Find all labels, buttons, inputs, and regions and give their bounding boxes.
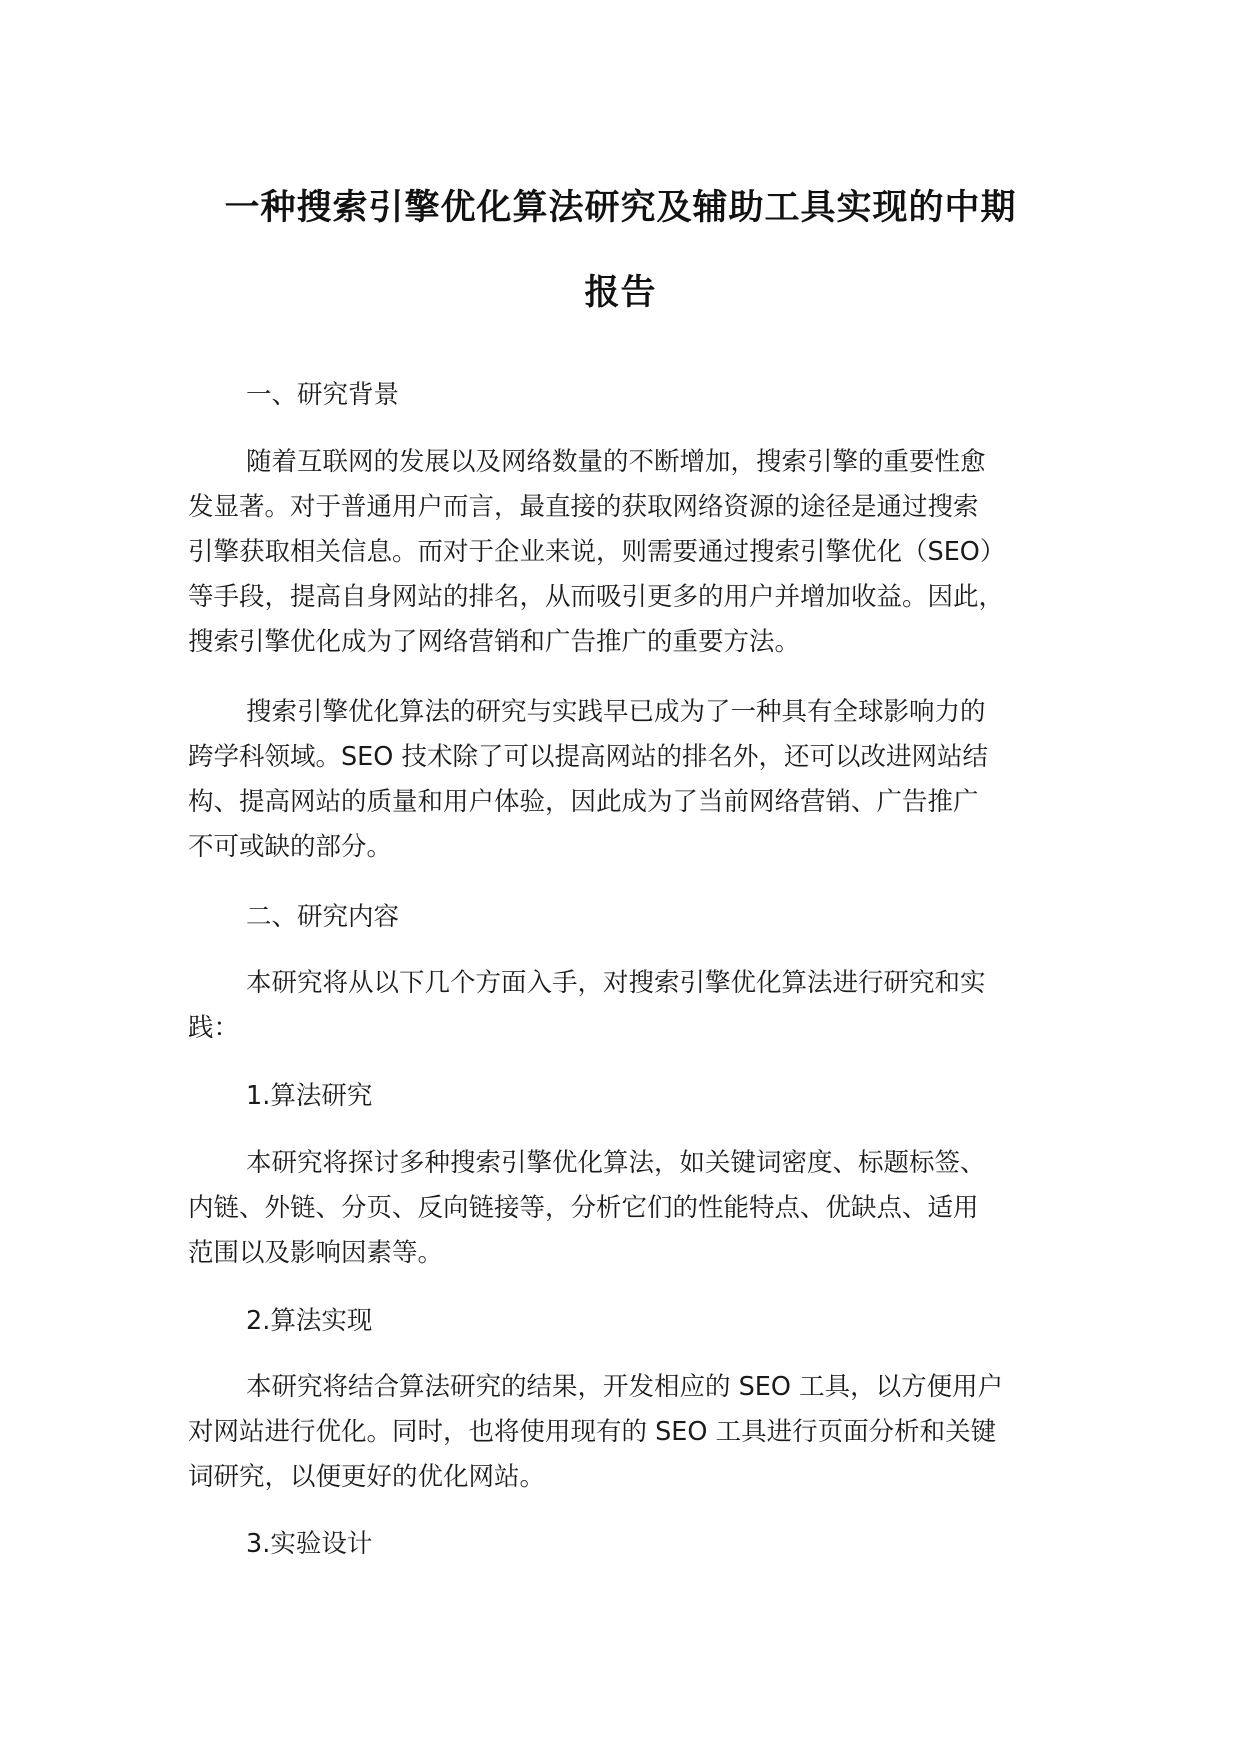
paragraph-line: 等手段，提高自身网站的排名，从而吸引更多的用户并增加收益。因此， xyxy=(188,582,1005,612)
subsection-heading-algorithm-implementation: 2.算法实现 xyxy=(246,1306,373,1336)
subsection-heading-experiment-design: 3.实验设计 xyxy=(246,1529,373,1559)
paragraph-line: 随着互联网的发展以及网络数量的不断增加，搜索引擎的重要性愈 xyxy=(246,447,986,477)
paragraph-line: 内链、外链、分页、反向链接等，分析它们的性能特点、优缺点、适用 xyxy=(188,1193,979,1223)
document-title-line-1: 一种搜索引擎优化算法研究及辅助工具实现的中期 xyxy=(224,188,1017,228)
paragraph-line: 范围以及影响因素等。 xyxy=(188,1238,444,1268)
paragraph-line: 本研究将结合算法研究的结果，开发相应的 SEO 工具，以方便用户 xyxy=(246,1372,1004,1402)
section-heading-background: 一、研究背景 xyxy=(246,380,400,410)
subsection-heading-algorithm-research: 1.算法研究 xyxy=(246,1081,373,1111)
document-title-line-2: 报告 xyxy=(584,273,657,313)
paragraph-line: 跨学科领域。SEO 技术除了可以提高网站的排名外，还可以改进网站结 xyxy=(188,742,988,772)
paragraph-line: 搜索引擎优化成为了网络营销和广告推广的重要方法。 xyxy=(188,627,801,657)
paragraph-line: 构、提高网站的质量和用户体验，因此成为了当前网络营销、广告推广 xyxy=(188,787,979,817)
paragraph-line: 发显著。对于普通用户而言，最直接的获取网络资源的途径是通过搜索 xyxy=(188,492,979,522)
section-heading-content: 二、研究内容 xyxy=(246,902,400,932)
paragraph-line: 不可或缺的部分。 xyxy=(188,832,393,862)
paragraph-line: 践： xyxy=(188,1013,240,1043)
paragraph-line: 搜索引擎优化算法的研究与实践早已成为了一种具有全球影响力的 xyxy=(246,697,986,727)
paragraph-line: 对网站进行优化。同时，也将使用现有的 SEO 工具进行页面分析和关键 xyxy=(188,1417,997,1447)
paragraph-line: 本研究将从以下几个方面入手，对搜索引擎优化算法进行研究和实 xyxy=(246,968,986,998)
paragraph-line: 词研究，以便更好的优化网站。 xyxy=(188,1462,546,1492)
paragraph-line: 引擎获取相关信息。而对于企业来说，则需要通过搜索引擎优化（SEO） xyxy=(188,537,1006,567)
paragraph-line: 本研究将探讨多种搜索引擎优化算法，如关键词密度、标题标签、 xyxy=(246,1148,986,1178)
